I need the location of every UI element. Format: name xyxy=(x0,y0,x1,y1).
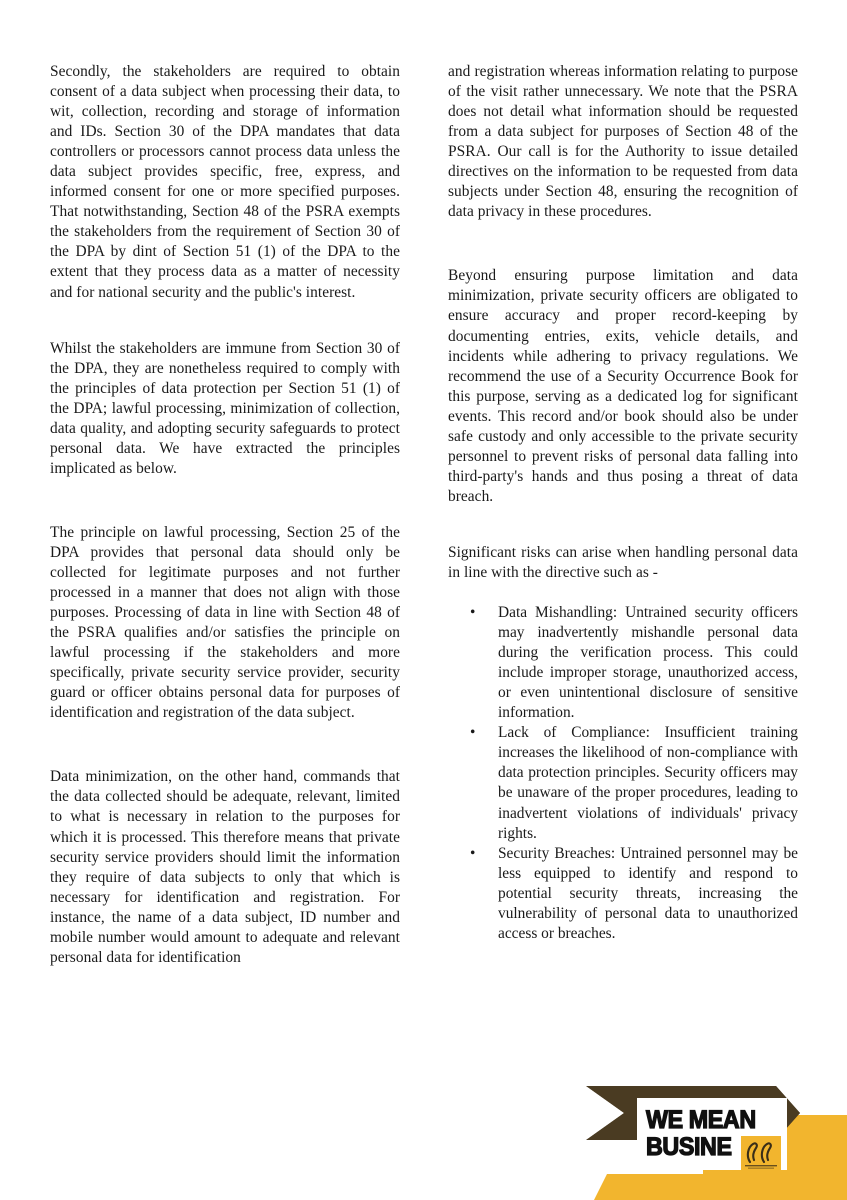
list-item-text: Security Breaches: Untrained personnel may be less equipped to identify and respond to potential security threats, increasing the vulnerability of personal data to unauthorized access or breaches. xyxy=(498,844,798,942)
bullet-icon: • xyxy=(470,724,476,742)
bullet-icon: • xyxy=(470,844,476,862)
list-item-text: Lack of Compliance: Insufficient training increases the likelihood of non-compliance with data protection principles. Security officers may be unaware of the proper procedures, leading to inadvertent violations of individuals' privacy rights. xyxy=(498,724,798,842)
paragraph: The principle on lawful processing, Section 25 of the DPA provides that personal data should only be collected for legitimate purposes and not further processed in a manner that does not align with those purposes. Processing of data in line with Section 48 of the PSRA qualifies and/or satisfies the principle on lawful processing if the stakeholders and more specifically, private security service provider, security guard or officer obtains personal data for purposes of identification and registration of the data subject. xyxy=(50,523,400,722)
bullet-icon: • xyxy=(470,604,476,622)
company-logo-icon xyxy=(741,1136,781,1171)
paragraph: Beyond ensuring purpose limitation and data minimization, private security officers are obligated to ensure accuracy and proper record-keeping by documenting entries, exits, vehicle details, and incidents while adhering to privacy regulations. We recommend the use of a Security Occurrence Book for this purpose, serving as a dedicated log for significant events. This record and/or book should also be under safe custody and only accessible to the private security personnel to prevent risks of personal data falling into third-party's hands and thus posing a threat of data breach. xyxy=(448,267,798,505)
two-column-body xyxy=(50,62,798,968)
banner-headline-line-1: WE MEAN xyxy=(646,1106,756,1134)
list-item-text: Data Mishandling: Untrained security officers may inadvertently mishandle personal data during the verification process. This could include improper storage, unauthorized access, or even unintentional disclosure of sensitive information. xyxy=(498,604,798,722)
risk-bullet-list xyxy=(448,603,798,944)
paragraph: Whilst the stakeholders are immune from Section 30 of the DPA, they are nonetheless required to comply with the principles of data protection per Section 51 (1) of the DPA; lawful processing, minimization of collection, data quality, and adopting security safeguards to protect personal data. We have extracted the principles implicated as below. xyxy=(50,339,400,477)
paragraph: Data minimization, on the other hand, commands that the data collected should be adequate, relevant, limited to what is necessary in relation to the purposes for which it is processed. This therefore means that private security service providers should limit the information they require of data subjects to only that which is necessary for identification and registration. For instance, the name of a data subject, ID number and mobile number would amount to adequate and relevant personal data for identification xyxy=(50,768,400,966)
paragraph: Secondly, the stakeholders are required to obtain consent of a data subject when processing their data, to wit, collection, recording and storage of information and IDs. Section 30 of the DPA mandates that data controllers or processors cannot process data unless the data subject provides specific, free, express, and informed consent for one or more specified purposes. That notwithstanding, Section 48 of the PSRA exempts the stakeholders from the requirement of Section 30 of the DPA by dint of Section 51 (1) of the DPA to the extent that they process data as a matter of necessity and for national security and the public's interest. xyxy=(50,63,400,301)
list-item xyxy=(448,844,798,944)
list-item xyxy=(448,723,798,843)
left-column xyxy=(50,62,400,968)
banner-headline-line-2: BUSINE xyxy=(646,1133,732,1161)
paragraph: Significant risks can arise when handling personal data in line with the directive such as - xyxy=(448,543,798,581)
paragraph: and registration whereas information relating to purpose of the visit rather unnecessary. We note that the PSRA does not detail what information should be requested from a data subject for purposes of Section 48 of the PSRA. Our call is for the Authority to issue detailed directives on the information to be requested from data subjects under Section 48, ensuring the recognition of data privacy in these procedures. xyxy=(448,63,798,221)
list-item xyxy=(448,603,798,723)
right-column xyxy=(448,62,798,944)
